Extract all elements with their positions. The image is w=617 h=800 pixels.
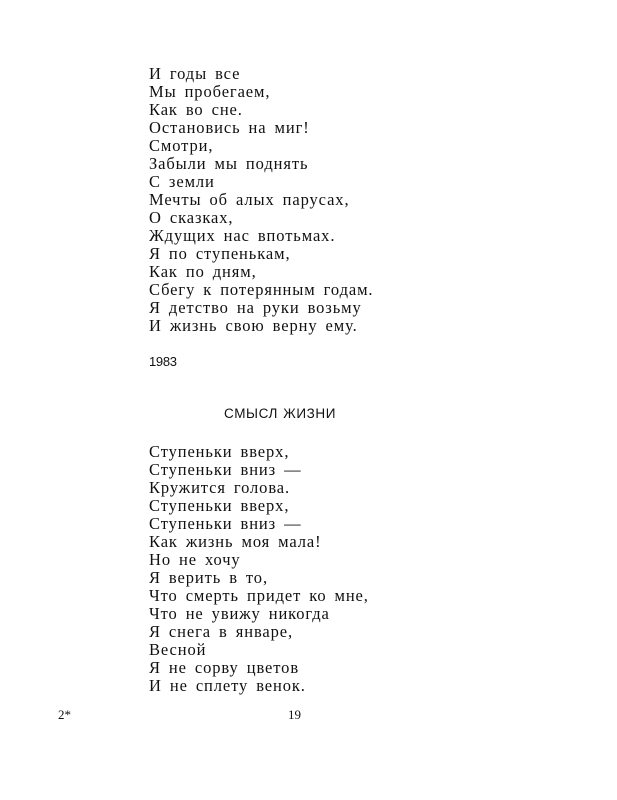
- poem-line: С земли: [149, 172, 215, 191]
- printer-signature-mark: 2*: [58, 707, 71, 722]
- poem-line: Остановись на миг!: [149, 118, 310, 137]
- poem-line: Ждущих нас впотьмах.: [149, 226, 336, 245]
- poem-line: Мы пробегаем,: [149, 82, 271, 101]
- page-number: 19: [288, 707, 301, 722]
- poem-line: Кружится голова.: [149, 478, 291, 497]
- poem-line: Я верить в то,: [149, 568, 268, 587]
- poem-line: Ступеньки вверх,: [149, 442, 290, 461]
- poem-line: Смотри,: [149, 136, 214, 155]
- poem-line: Что не увижу никогда: [149, 604, 330, 623]
- poem-stanza-2: [149, 443, 369, 695]
- poem-line: Ступеньки вверх,: [149, 496, 290, 515]
- poem-line: Сбегу к потерянным годам.: [149, 280, 374, 299]
- poem-line: Мечты об алых парусах,: [149, 190, 350, 209]
- poem-line: Как жизнь моя мала!: [149, 532, 322, 551]
- poem-year: 1983: [149, 354, 177, 369]
- poem-line: Как по дням,: [149, 262, 257, 281]
- poem-line: Весной: [149, 640, 207, 659]
- poem-line: И не сплету венок.: [149, 676, 306, 695]
- poem-line: Ступеньки вниз —: [149, 460, 302, 479]
- poem-line: И жизнь свою верну ему.: [149, 316, 358, 335]
- poem-line: Но не хочу: [149, 550, 241, 569]
- poem-line: Я детство на руки возьму: [149, 298, 362, 317]
- poem-line: Как во сне.: [149, 100, 243, 119]
- poem-line: Я снега в январе,: [149, 622, 294, 641]
- poem-stanza-1: [149, 65, 373, 335]
- poem-line: О сказках,: [149, 208, 234, 227]
- poem-line: Что смерть придет ко мне,: [149, 586, 369, 605]
- poem-line: И годы все: [149, 64, 241, 83]
- poem-line: Я не сорву цветов: [149, 658, 300, 677]
- poem-line: Я по ступенькам,: [149, 244, 291, 263]
- poem-line: Ступеньки вниз —: [149, 514, 302, 533]
- poem-line: Забыли мы поднять: [149, 154, 309, 173]
- poem-title: СМЫСЛ ЖИЗНИ: [224, 406, 337, 421]
